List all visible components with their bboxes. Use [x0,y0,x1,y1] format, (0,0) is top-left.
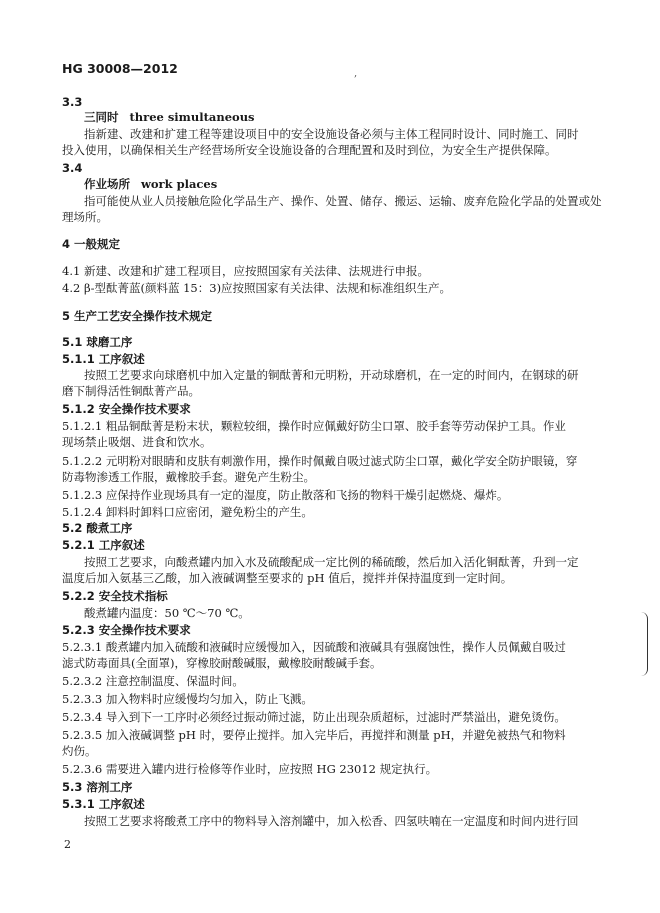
clause-continuation: 灼伤。 [62,744,97,758]
clause: 5.2.3.6 需要进入罐内进行检修等作业时，应按照 HG 23012 规定执行。 [62,762,438,776]
clause: 5.1.2.4 卸料时卸料口应密闭，避免粉尘的产生。 [62,505,313,519]
subsection-heading: 5.2.1 工序叙述 [62,538,145,552]
margin-bracket-mark [641,612,648,676]
section-heading: 4 一般规定 [62,237,121,251]
term-en: three simultaneous [129,110,255,124]
term-line [84,110,255,124]
clause: 4.2 β-型酞菁蓝(颜料蓝 15：3)应按照国家有关法律、法规和标准组织生产。 [62,281,452,295]
clause-continuation: 防毒物渗透工作服，戴橡胶手套。避免产生粉尘。 [62,470,315,484]
definition-line: 投入使用，以确保相关生产经营场所安全设施设备的合理配置和及时到位，为安全生产提供保障。 [62,143,557,157]
page-number: 2 [64,838,71,851]
term-zh: 作业场所 [84,177,130,191]
definition-line: 理场所。 [62,210,108,224]
section-number: 3.3 [62,95,83,109]
clause-continuation: 滤式防毒面具(全面罩)，穿橡胶耐酸碱服，戴橡胶耐酸碱手套。 [62,656,382,670]
term-en: work places [140,177,218,191]
clause: 5.2.3.4 导入到下一工序时必须经过振动筛过滤，防止出现杂质超标，过滤时严禁溢出，避免烫伤。 [62,710,566,724]
subsection-heading: 5.2.3 安全操作技术要求 [62,623,191,637]
clause: 5.2.3.5 加入液碱调整 pH 时，要停止搅拌。加入完毕后，再搅拌和测量 pH，并避免被热气和物料 [62,728,566,742]
paragraph-line: 按照工艺要求，向酸煮罐内加入水及硫酸配成一定比例的稀硫酸，然后加入活化铜酞菁，升到一定 [84,555,579,569]
paragraph-line: 酸煮罐内温度：50 ℃～70 ℃。 [84,606,250,620]
clause: 5.2.3.1 酸煮罐内加入硫酸和液碱时应缓慢加入，因硫酸和液碱具有强腐蚀性，操作人员佩戴自吸过 [62,640,566,654]
standard-code: HG 30008—2012 [62,61,178,76]
paragraph-line: 磨下制得活性铜酞菁产品。 [62,384,200,398]
subsection-heading: 5.3 溶剂工序 [62,780,133,794]
clause-continuation: 现场禁止吸烟、进食和饮水。 [62,435,212,449]
definition-line: 指新建、改建和扩建工程等建设项目中的安全设施设备必须与主体工程同时设计、同时施工、同时 [84,127,579,141]
subsection-heading: 5.1.1 工序叙述 [62,352,145,366]
paragraph-line: 温度后加入氨基三乙酸，加入液碱调整至要求的 pH 值后，搅拌并保持温度到一定时间。 [62,571,513,585]
subsection-heading: 5.3.1 工序叙述 [62,797,145,811]
definition-line: 指可能使从业人员接触危险化学品生产、操作、处置、储存、搬运、运输、废弃危险化学品的处置或处 [84,194,602,208]
term-zh: 三同时 [84,110,119,124]
clause: 5.1.2.3 应保持作业现场具有一定的湿度，防止散落和飞扬的物料干燥引起燃烧、爆炸。 [62,488,509,502]
clause: 4.1 新建、改建和扩建工程项目，应按照国家有关法律、法规进行申报。 [62,264,429,278]
subsection-heading: 5.2 酸煮工序 [62,521,133,535]
clause: 5.1.2.1 粗品铜酞菁是粉末状，颗粒较细，操作时应佩戴好防尘口罩、胶手套等劳动保护工具。作业 [62,419,566,433]
clause: 5.1.2.2 元明粉对眼睛和皮肤有刺激作用，操作时佩戴自吸过滤式防尘口罩，戴化学安全防护眼镜，穿 [62,454,578,468]
section-number: 3.4 [62,161,83,175]
clause: 5.2.3.3 加入物料时应缓慢均匀加入，防止飞溅。 [62,692,313,706]
stray-mark: , [354,68,358,79]
term-line [84,177,217,191]
subsection-heading: 5.1.2 安全操作技术要求 [62,402,191,416]
paragraph-line: 按照工艺要求将酸煮工序中的物料导入溶剂罐中，加入松香、四氢呋喃在一定温度和时间内进行回 [84,814,579,828]
section-heading: 5 生产工艺安全操作技术规定 [62,309,213,323]
paragraph-line: 按照工艺要求向球磨机中加入定量的铜酞菁和元明粉，开动球磨机，在一定的时间内，在钢球的研 [84,368,579,382]
subsection-heading: 5.1 球磨工序 [62,335,133,349]
clause: 5.2.3.2 注意控制温度、保温时间。 [62,674,244,688]
subsection-heading: 5.2.2 安全技术指标 [62,589,168,603]
